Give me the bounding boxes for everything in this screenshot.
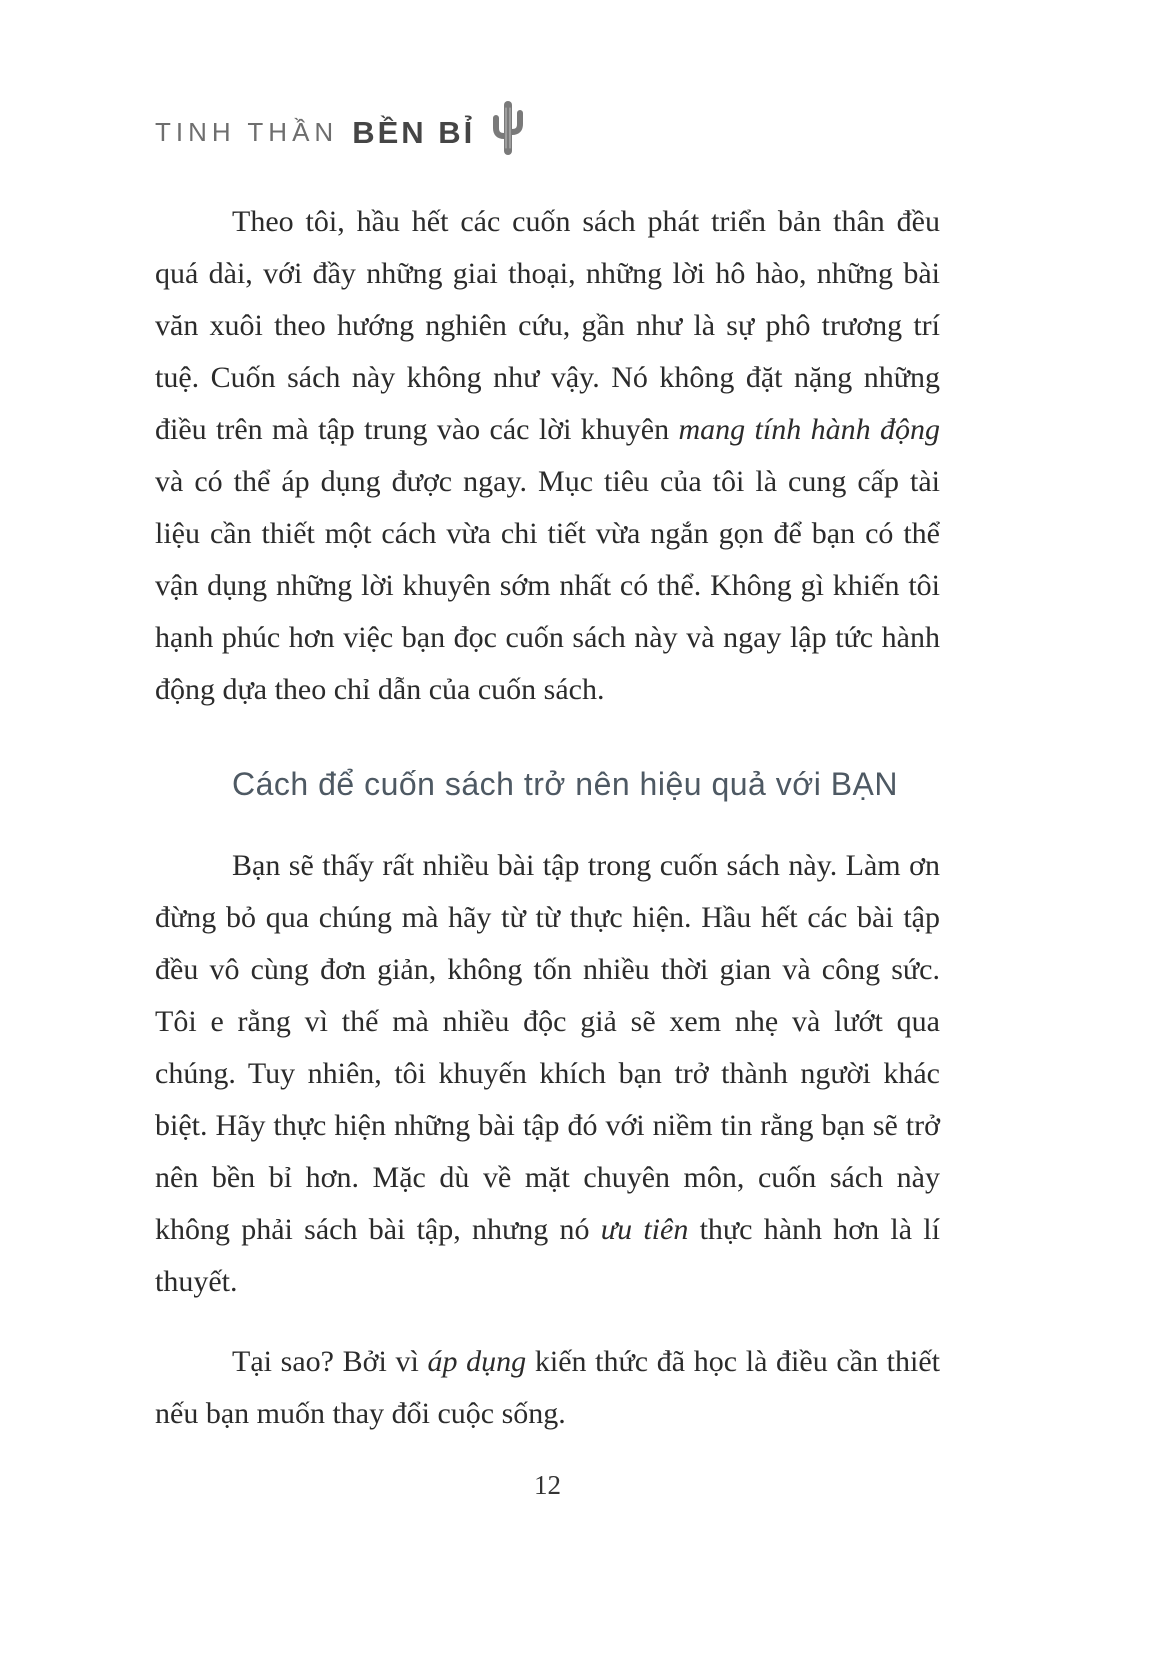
paragraph-text: kiến thức đã học là điều cần thiết nếu bạn muốn thay đổi cuộc sống. [155,1345,940,1430]
paragraph-intro [155,196,940,716]
paragraph-exercises [155,840,940,1308]
paragraph-text: thực hành hơn là lí thuyết. [155,1213,940,1298]
paragraph-text: và có thể áp dụng được ngay. Mục tiêu của tôi là cung cấp tài liệu cần thiết một cách vừa chi tiết vừa ngắn gọn để bạn có thể vận dụng những lời khuyên sớm nhất có thể. Không gì khiến tôi hạnh phúc hơn việc bạn đọc cuốn sách này và ngay lập tức hành động dựa theo chỉ dẫn của cuốn sách. [155,465,940,706]
book-series-title: TINH THẦN [155,117,339,147]
emphasized-phrase: mang tính hành động [678,413,940,446]
paragraph-text: Tại sao? Bởi vì [232,1345,428,1378]
cactus-icon [489,104,527,161]
book-title: BỀN BỈ [352,114,476,150]
paragraph-text: Bạn sẽ thấy rất nhiều bài tập trong cuốn sách này. Làm ơn đừng bỏ qua chúng mà hãy từ từ thực hiện. Hầu hết các bài tập đều vô cùng đơn giản, không tốn nhiều thời gian và công sức. Tôi e rằng vì thế mà nhiều độc giả sẽ xem nhẹ và lướt qua chúng. Tuy nhiên, tôi khuyến khích bạn trở thành người khác biệt. Hãy thực hiện những bài tập đó với niềm tin rằng bạn sẽ trở nên bền bỉ hơn. Mặc dù về mặt chuyên môn, cuốn sách này không phải sách bài tập, nhưng nó [155,849,940,1246]
paragraph-why [155,1336,940,1440]
emphasized-phrase: áp dụng [427,1345,527,1378]
page-text-column [155,196,940,1440]
section-heading: Cách để cuốn sách trở nên hiệu quả với BẠN [232,766,898,802]
running-head [155,104,527,161]
emphasized-phrase: ưu tiên [600,1213,689,1246]
page-number: 12 [534,1470,561,1500]
paragraph-text: Theo tôi, hầu hết các cuốn sách phát triển bản thân đều quá dài, với đầy những giai thoại, những lời hô hào, những bài văn xuôi theo hướng nghiên cứu, gần như là sự phô trương trí tuệ. Cuốn sách này không như vậy. Nó không đặt nặng những điều trên mà tập trung vào các lời khuyên [155,205,940,446]
